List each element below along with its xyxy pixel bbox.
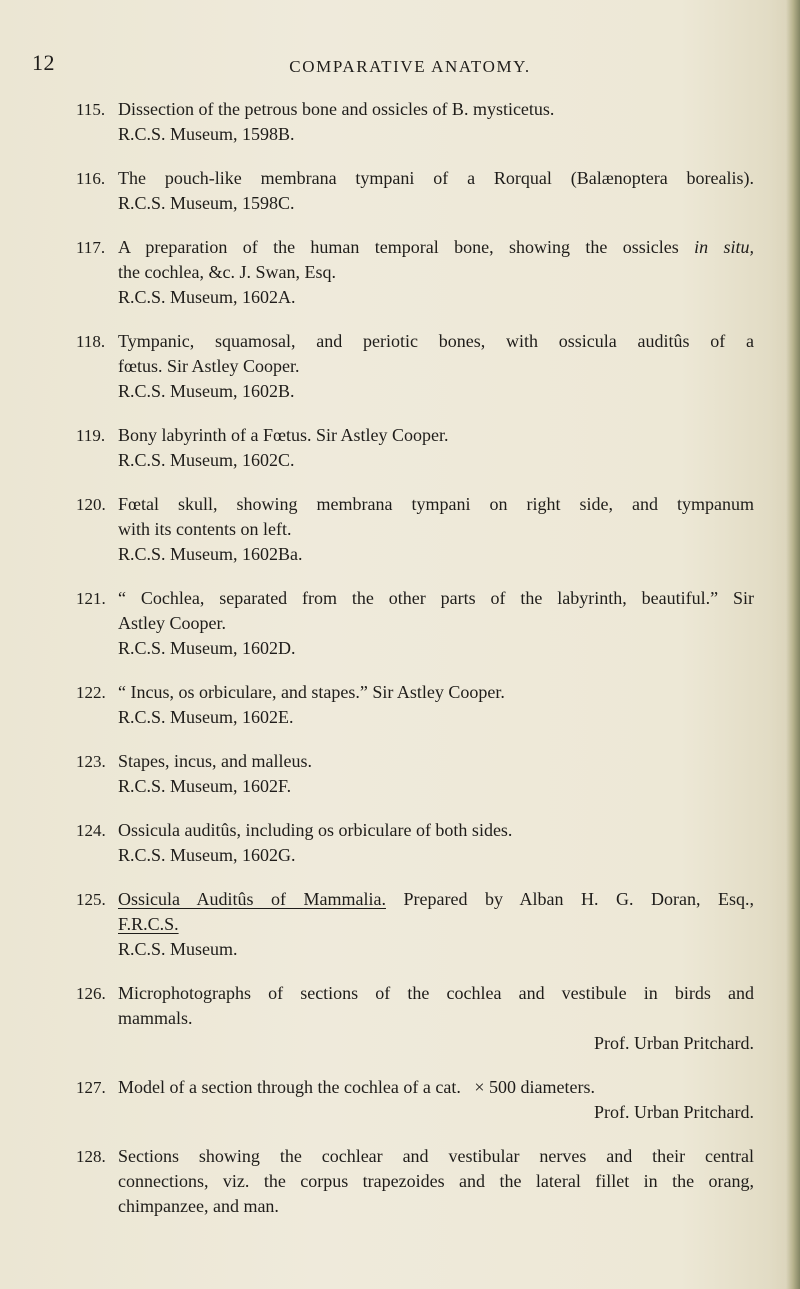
entry-number: 122. xyxy=(76,683,106,702)
catalogue-entries xyxy=(76,97,754,1238)
entry-number: 123. xyxy=(76,752,106,771)
entry-description-cont: mammals. xyxy=(118,1008,193,1028)
catalogue-entry-124 xyxy=(76,818,754,868)
entry-contributor: Prof. Urban Pritchard. xyxy=(594,1102,754,1122)
catalogue-entry-116 xyxy=(76,166,754,216)
catalogue-entry-125 xyxy=(76,887,754,962)
entry-italic-term: in situ, xyxy=(694,237,754,257)
catalogue-entry-120 xyxy=(76,492,754,567)
entry-number: 115. xyxy=(76,100,106,119)
entry-number: 126. xyxy=(76,984,106,1003)
entry-description xyxy=(118,235,754,260)
entry-number: 119. xyxy=(76,426,106,445)
catalogue-entry-128 xyxy=(76,1144,754,1219)
catalogue-entry-119 xyxy=(76,423,754,473)
page-gutter-edge xyxy=(786,0,800,1289)
entry-qualification: F.R.C.S. xyxy=(118,914,179,934)
entry-contributor: Prof. Urban Pritchard. xyxy=(594,1033,754,1053)
running-head: COMPARATIVE ANATOMY. xyxy=(289,57,531,76)
entry-description-text: Prepared by Alban H. G. Doran, Esq., xyxy=(386,889,754,909)
entry-source: R.C.S. Museum, 1602G. xyxy=(118,845,296,865)
entry-source: R.C.S. Museum, 1602A. xyxy=(118,287,296,307)
entry-source: R.C.S. Museum, 1602D. xyxy=(118,638,296,658)
entry-description: Dissection of the petrous bone and ossicles of B. mysticetus. xyxy=(118,99,555,119)
catalogue-entry-115 xyxy=(76,97,754,147)
entry-number: 124. xyxy=(76,821,106,840)
catalogue-entry-122 xyxy=(76,680,754,730)
entry-description: Sections showing the cochlear and vestibular nerves and their central xyxy=(118,1146,754,1166)
entry-description: Bony labyrinth of a Fœtus. Sir Astley Cooper. xyxy=(118,425,449,445)
entry-source: R.C.S. Museum, 1598C. xyxy=(118,193,295,213)
entry-description: “ Cochlea, separated from the other parts of the labyrinth, beautiful.” Sir xyxy=(118,588,754,608)
entry-description-cont: Astley Cooper. xyxy=(118,613,226,633)
entry-number: 121. xyxy=(76,589,106,608)
catalogue-entry-121 xyxy=(76,586,754,661)
entry-description: “ Incus, os orbiculare, and stapes.” Sir Astley Cooper. xyxy=(118,682,505,702)
catalogue-entry-126 xyxy=(76,981,754,1056)
entry-description xyxy=(118,887,754,912)
entry-description: Tympanic, squamosal, and periotic bones, with ossicula auditûs of a xyxy=(118,331,754,351)
entry-source: R.C.S. Museum, 1598B. xyxy=(118,124,295,144)
entry-description: Microphotographs of sections of the cochlea and vestibule in birds and xyxy=(118,983,754,1003)
entry-number: 117. xyxy=(76,238,106,257)
catalogue-entry-117 xyxy=(76,235,754,310)
catalogue-entry-127 xyxy=(76,1075,754,1125)
entry-description: Fœtal skull, showing membrana tympani on right side, and tympanum xyxy=(118,494,754,514)
entry-source: R.C.S. Museum, 1602B. xyxy=(118,381,295,401)
catalogue-entry-123 xyxy=(76,749,754,799)
entry-source: R.C.S. Museum, 1602F. xyxy=(118,776,292,796)
entry-source: R.C.S. Museum, 1602Ba. xyxy=(118,544,303,564)
entry-number: 128. xyxy=(76,1147,106,1166)
entry-source: R.C.S. Museum, 1602C. xyxy=(118,450,295,470)
entry-number: 125. xyxy=(76,890,106,909)
entry-number: 116. xyxy=(76,169,106,188)
entry-underlined-title: Ossicula Auditûs of Mammalia. xyxy=(118,889,386,909)
entry-description-cont: the cochlea, &c. J. Swan, Esq. xyxy=(118,262,336,282)
entry-number: 118. xyxy=(76,332,106,351)
entry-number: 127. xyxy=(76,1078,106,1097)
entry-description-end: chimpanzee, and man. xyxy=(118,1196,279,1216)
entry-description: The pouch-like membrana tympani of a Rorqual (Balænoptera borealis). xyxy=(118,168,754,188)
entry-description: Stapes, incus, and malleus. xyxy=(118,751,312,771)
entry-source: R.C.S. Museum. xyxy=(118,939,238,959)
entry-number: 120. xyxy=(76,495,106,514)
entry-description: Ossicula auditûs, including os orbiculare of both sides. xyxy=(118,820,513,840)
entry-description-text: A preparation of the human temporal bone, showing the ossicles xyxy=(118,237,695,257)
entry-description-cont: connections, viz. the corpus trapezoides and the lateral fillet in the orang, xyxy=(118,1171,754,1191)
entry-source: R.C.S. Museum, 1602E. xyxy=(118,707,294,727)
page-number: 12 xyxy=(32,50,55,75)
entry-description: Model of a section through the cochlea of a cat. × 500 diameters. xyxy=(118,1077,595,1097)
catalogue-entry-118 xyxy=(76,329,754,404)
entry-description-cont: fœtus. Sir Astley Cooper. xyxy=(118,356,300,376)
entry-description-cont: with its contents on left. xyxy=(118,519,292,539)
